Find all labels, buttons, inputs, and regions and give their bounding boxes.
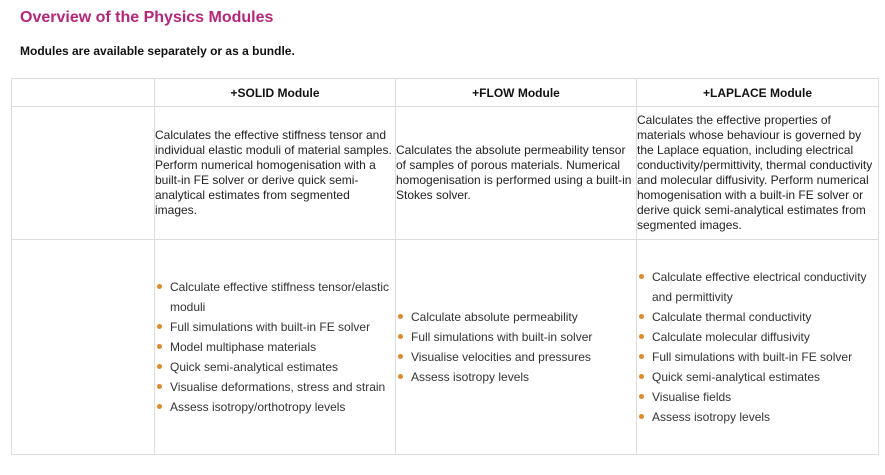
list-item: Calculate molecular diffusivity bbox=[637, 327, 878, 347]
list-item: Quick semi-analytical estimates bbox=[637, 367, 878, 387]
list-item: Assess isotropy/orthotropy levels bbox=[155, 397, 395, 417]
laplace-module-description: Calculates the effective properties of materials whose behaviour is governed by the Laplace equation, including electrical conductivity/permittivity, thermal conductivity and molecular diffusivity. Perform numerical homogenisation with a built-in FE solver or derive quick semi-analytical estimates from segmented images. bbox=[637, 107, 879, 240]
list-item: Quick semi-analytical estimates bbox=[155, 357, 395, 377]
page-subtitle: Modules are available separately or as a bundle. bbox=[20, 44, 295, 58]
flow-module-description: Calculates the absolute permeability tensor of samples of porous materials. Numerical homogenisation is performed using a built-in Stokes solver. bbox=[396, 107, 637, 240]
flow-module-features bbox=[396, 240, 637, 455]
feature-list bbox=[396, 307, 636, 387]
description-row bbox=[12, 107, 879, 240]
list-item: Calculate effective electrical conductivity and permittivity bbox=[637, 267, 878, 307]
features-row bbox=[12, 240, 879, 455]
laplace-module-features bbox=[637, 240, 879, 455]
solid-module-header: +SOLID Module bbox=[155, 79, 396, 107]
list-item: Visualise fields bbox=[637, 387, 878, 407]
header-row bbox=[12, 79, 879, 107]
empty-row-label-cell bbox=[12, 240, 155, 455]
list-item: Model multiphase materials bbox=[155, 337, 395, 357]
list-item: Calculate effective stiffness tensor/elastic moduli bbox=[155, 277, 395, 317]
list-item: Assess isotropy levels bbox=[396, 367, 636, 387]
list-item: Assess isotropy levels bbox=[637, 407, 878, 427]
list-item: Full simulations with built-in solver bbox=[396, 327, 636, 347]
modules-table bbox=[11, 78, 879, 455]
feature-list bbox=[155, 277, 395, 417]
list-item: Full simulations with built-in FE solver bbox=[155, 317, 395, 337]
laplace-module-header: +LAPLACE Module bbox=[637, 79, 879, 107]
solid-module-description: Calculates the effective stiffness tensor and individual elastic moduli of material samples. Perform numerical homogenisation with a built-in FE solver or derive quick semi-analytical estimates from segmented images. bbox=[155, 107, 396, 240]
solid-module-features bbox=[155, 240, 396, 455]
feature-list bbox=[637, 267, 878, 427]
page-title: Overview of the Physics Modules bbox=[20, 9, 274, 26]
list-item: Full simulations with built-in FE solver bbox=[637, 347, 878, 367]
list-item: Visualise deformations, stress and strain bbox=[155, 377, 395, 397]
list-item: Visualise velocities and pressures bbox=[396, 347, 636, 367]
list-item: Calculate absolute permeability bbox=[396, 307, 636, 327]
empty-corner-cell bbox=[12, 79, 155, 107]
flow-module-header: +FLOW Module bbox=[396, 79, 637, 107]
empty-row-label-cell bbox=[12, 107, 155, 240]
list-item: Calculate thermal conductivity bbox=[637, 307, 878, 327]
